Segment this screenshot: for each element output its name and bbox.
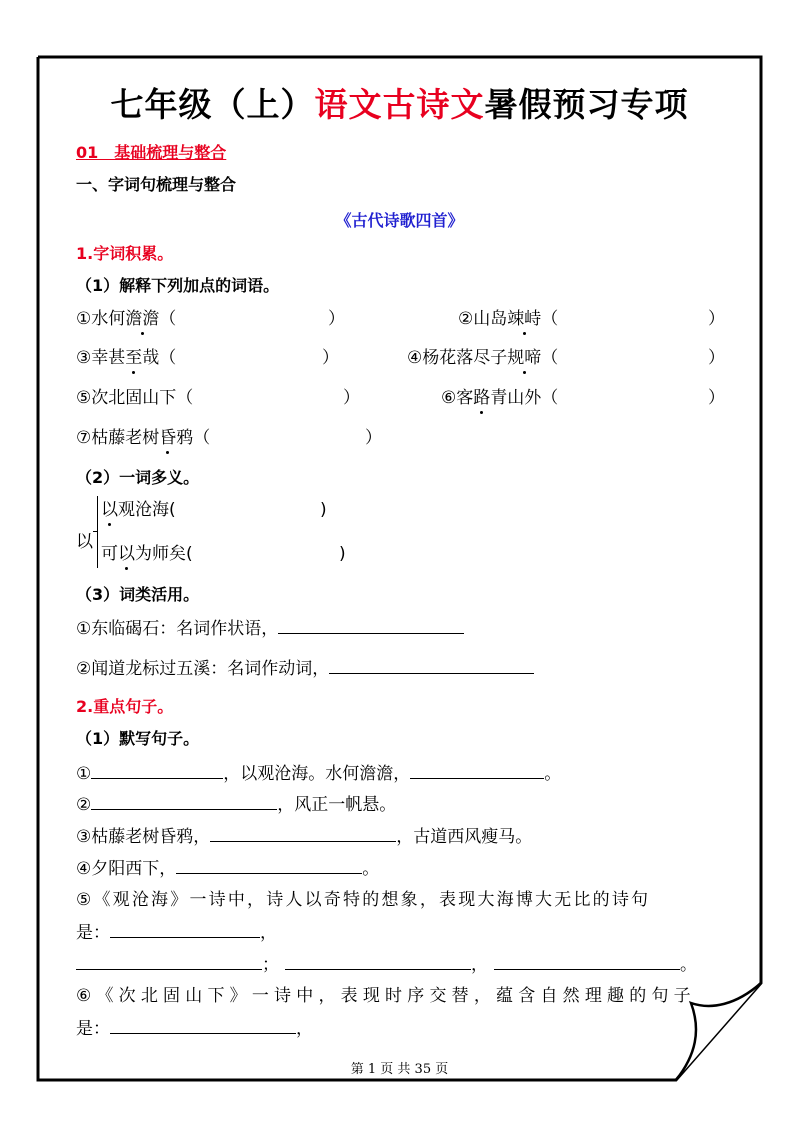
vocab-item-1-close: ） — [328, 309, 345, 329]
answer-blank[interactable] — [110, 1016, 296, 1034]
polysemy-word: 以 — [76, 532, 93, 552]
page-title: 七年级（上）语文古诗文暑假预习专项 — [110, 85, 689, 124]
q1-sub3: （3）词类活用。 — [76, 585, 200, 604]
vocab-item-2: ②山岛竦峙（ — [458, 309, 559, 329]
recite-line-4: ④夕阳西下， 。 — [76, 856, 379, 881]
answer-blank[interactable] — [76, 952, 262, 970]
vocab-item-4-close: ） — [708, 348, 725, 368]
answer-blank[interactable] — [278, 616, 464, 634]
usage-item-2: ②闻道龙标过五溪：名词作动词， — [76, 656, 534, 681]
answer-blank[interactable] — [329, 656, 534, 674]
recite-line-1: ① ，以观沧海。水何澹澹， 。 — [76, 761, 561, 786]
polysemy-item-1-close: ) — [320, 500, 327, 520]
page-footer: 第 1 页 共 35 页 — [350, 1062, 449, 1077]
vocab-item-6-close: ） — [708, 388, 725, 408]
answer-blank[interactable] — [110, 920, 260, 938]
q1-sub2: （2）一词多义。 — [76, 468, 200, 487]
answer-blank[interactable] — [494, 952, 680, 970]
vocab-item-5: ⑤次北固山下（ — [76, 388, 194, 408]
answer-blank[interactable] — [91, 761, 223, 779]
usage-item-1: ①东临碣石：名词作状语， — [76, 616, 464, 641]
polysemy-item-2-close: ) — [339, 544, 346, 564]
vocab-item-7-close: ） — [365, 428, 382, 448]
q1-heading: 1.字词积累。 — [76, 244, 174, 263]
answer-blank[interactable] — [91, 792, 277, 810]
vocab-item-6: ⑥客路青山外（ — [441, 388, 559, 408]
vocab-item-5-close: ） — [343, 388, 360, 408]
part-heading: 一、字词句梳理与整合 — [76, 175, 237, 194]
poem-group-title: 《古代诗歌四首》 — [335, 211, 464, 230]
answer-blank[interactable] — [210, 824, 396, 842]
q2-heading: 2.重点句子。 — [76, 697, 174, 716]
q1-sub1: （1）解释下列加点的词语。 — [76, 276, 280, 295]
recite-question-5: ⑤《观沧海》一诗中，诗人以奇特的想象，表现大海博大无比的诗句 — [76, 890, 651, 910]
vocab-item-3-close: ） — [322, 348, 339, 368]
recite-question-5-answer: 是： ， — [76, 920, 277, 945]
recite-question-6: ⑥《次北固山下》一诗中，表现时序交替，蕴含自然理趣的句子 — [76, 986, 696, 1006]
polysemy-item-1: 以观沧海( — [101, 500, 176, 520]
answer-blank[interactable] — [410, 761, 544, 779]
recite-question-6-answer: 是： ， — [76, 1016, 313, 1041]
vocab-item-1: ①水何澹澹（ — [76, 309, 177, 329]
recite-line-2: ② ，风正一帆悬。 — [76, 792, 396, 817]
vocab-item-3: ③幸甚至哉（ — [76, 348, 177, 368]
answer-blank[interactable] — [176, 856, 362, 874]
q2-sub1: （1）默写句子。 — [76, 729, 200, 748]
vocab-item-2-close: ） — [708, 309, 725, 329]
recite-question-5-answer-2: ； ， 。 — [76, 952, 697, 977]
recite-line-3: ③枯藤老树昏鸦， ，古道西风瘦马。 — [76, 824, 532, 849]
vocab-item-4: ④杨花落尽子规啼（ — [407, 348, 559, 368]
vocab-item-7: ⑦枯藤老树昏鸦（ — [76, 428, 211, 448]
polysemy-item-2: 可以为师矣( — [101, 544, 193, 564]
section-heading-01: 01 基础梳理与整合 — [76, 143, 227, 162]
answer-blank[interactable] — [285, 952, 471, 970]
